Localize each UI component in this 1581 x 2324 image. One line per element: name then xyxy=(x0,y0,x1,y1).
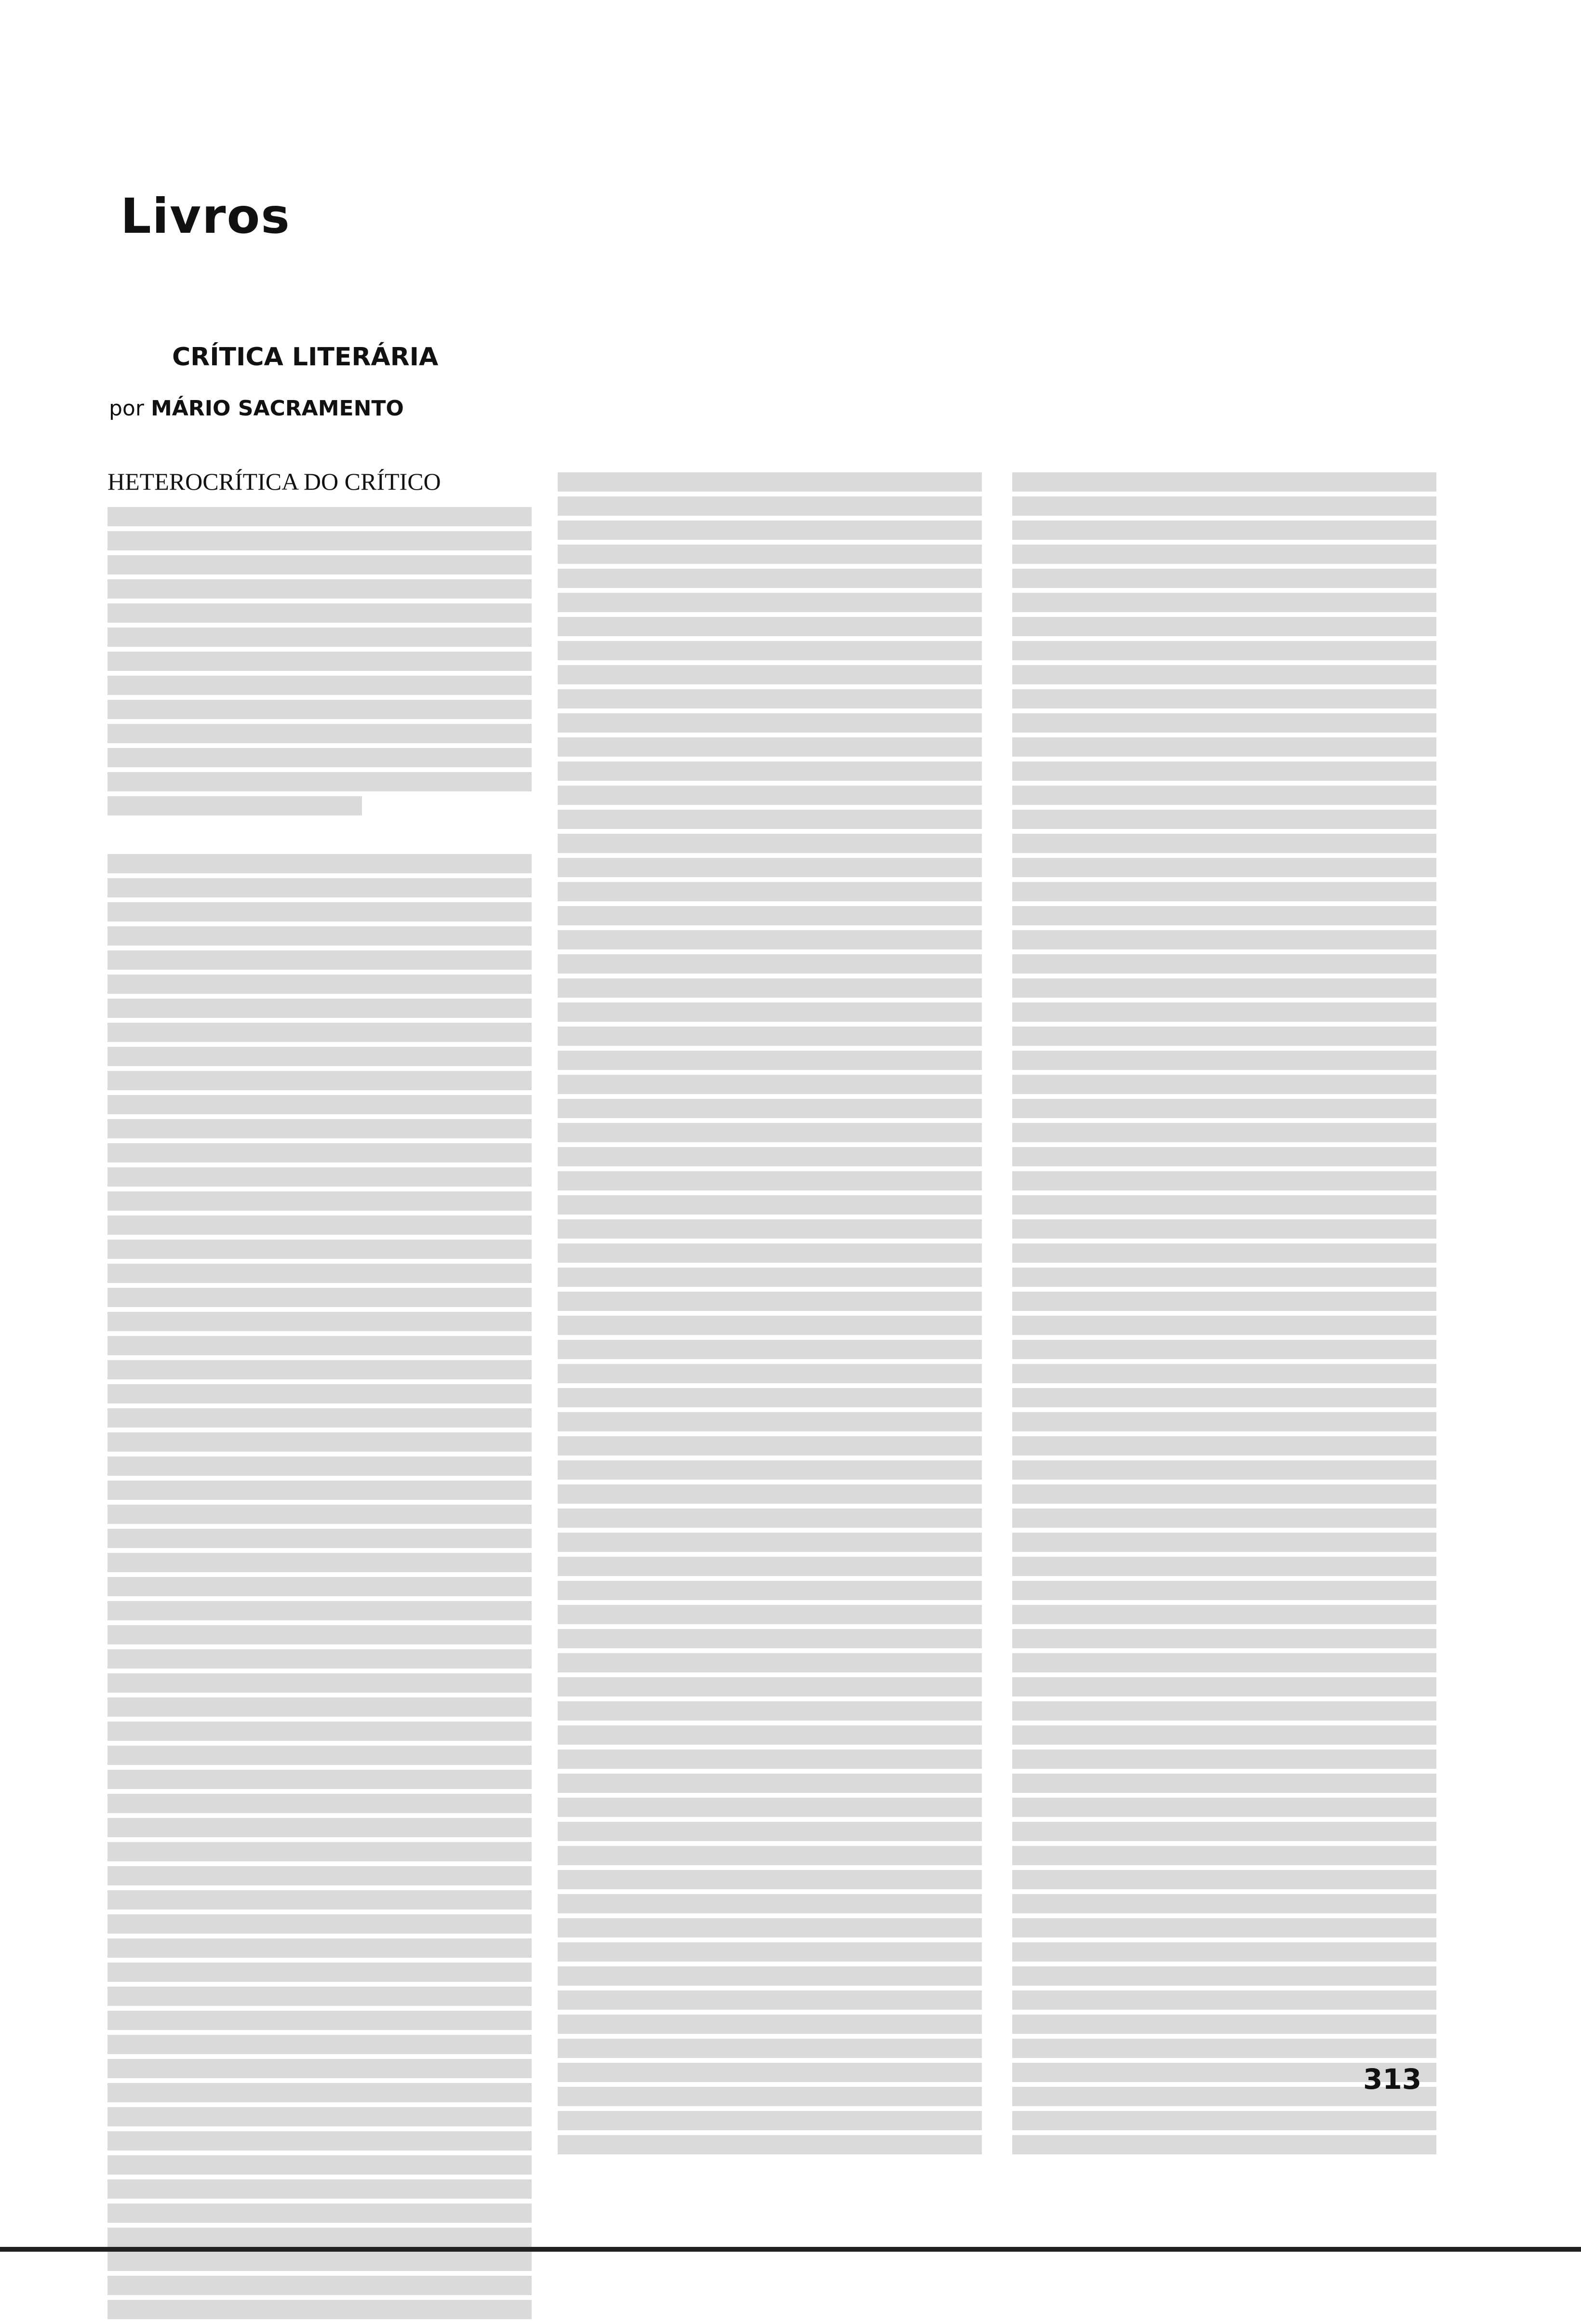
byline xyxy=(109,396,404,421)
text-column-2 xyxy=(558,467,982,2159)
text-column-3 xyxy=(1012,467,1436,2159)
byline-author: MÁRIO SACRAMENTO xyxy=(150,396,404,421)
text-block-placeholder xyxy=(558,472,982,2154)
section-title: Livros xyxy=(121,188,291,244)
page-number: 313 xyxy=(1363,2063,1422,2096)
article-subheading: HETEROCRÍTICA DO CRÍTICO xyxy=(107,468,441,495)
text-block-placeholder xyxy=(1012,472,1436,2154)
article-title: CRÍTICA LITERÁRIA xyxy=(172,343,439,372)
byline-prefix: por xyxy=(109,396,144,421)
text-block-placeholder xyxy=(107,507,532,2319)
bottom-rule xyxy=(0,2247,1581,2252)
text-column-1 xyxy=(107,467,532,2324)
